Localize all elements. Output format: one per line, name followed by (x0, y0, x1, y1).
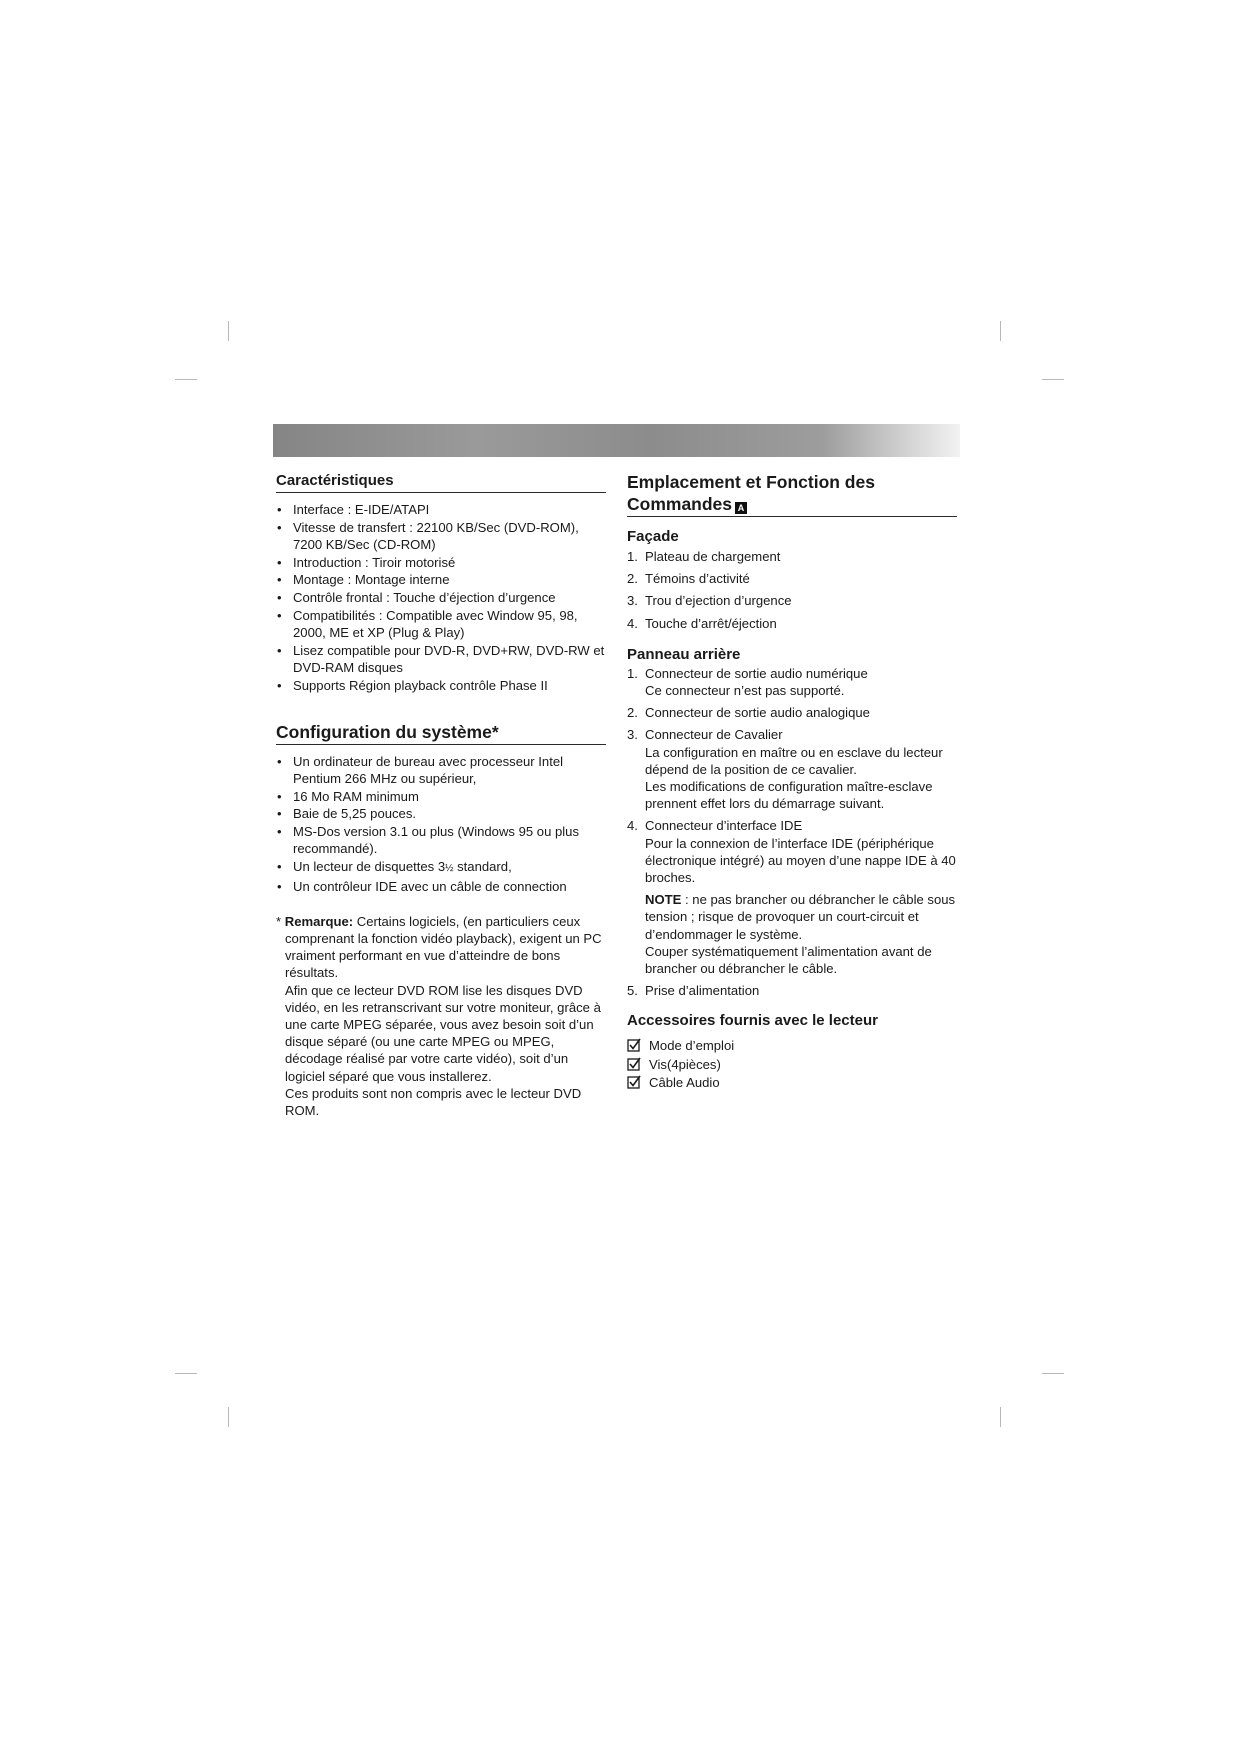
item-text: Trou d’ejection d’urgence (645, 593, 792, 609)
list-item: • Un ordinateur de bureau avec processeur Intel Pentium 266 MHz ou supérieur, (276, 753, 606, 787)
section-title-panneau: Panneau arrière (627, 645, 741, 663)
item-text: Connecteur de sortie audio analogique (645, 705, 870, 721)
item-number: 1. (627, 665, 638, 681)
item-text: Vis(4pièces) (649, 1056, 721, 1072)
title-line: Emplacement et Fonction des (627, 472, 875, 492)
list-item (627, 726, 957, 812)
crop-mark (175, 1373, 197, 1374)
list-item: • Baie de 5,25 pouces. (276, 805, 606, 822)
item-detail: Ce connecteur n’est pas supporté. (645, 683, 845, 699)
section-title-accessoires: Accessoires fournis avec le lecteur (627, 1012, 878, 1030)
item-number: 1. (627, 549, 638, 564)
item-number: 3. (627, 593, 638, 609)
title-line: Commandes (627, 494, 733, 514)
list-item: • Montage : Montage interne (276, 571, 606, 588)
list-item: • MS-Dos version 3.1 ou plus (Windows 95 ou plus recommandé). (276, 823, 606, 857)
list-item: • Lisez compatible pour DVD-R, DVD+RW, DVD-RW et DVD-RAM disques (276, 642, 606, 676)
floppy-suffix: standard, (453, 858, 512, 874)
facade-list (627, 548, 957, 632)
list-item (627, 615, 957, 632)
item-text: Touche d’arrêt/éjection (645, 615, 777, 631)
remark-paragraph (276, 913, 606, 982)
item-text: Témoins d’activité (645, 571, 750, 587)
crop-mark (1042, 1373, 1064, 1374)
remark-paragraph: Ces produits sont non compris avec le lecteur DVD ROM. (285, 1085, 582, 1119)
list-item (627, 704, 957, 721)
list-item (627, 1037, 957, 1054)
note-text: : ne pas brancher ou débrancher le câble sous tension ; risque de provoquer un court-circuit et d’endommager le système. (645, 892, 956, 942)
list-item: • Vitesse de transfert : 22100 KB/Sec (DVD-ROM), 7200 KB/Sec (CD-ROM) (276, 519, 606, 553)
item-number: 2. (627, 571, 638, 587)
list-item: • Interface : E-IDE/ATAPI (276, 501, 606, 518)
list-item (627, 982, 957, 999)
crop-mark (1000, 1407, 1001, 1427)
crop-mark (228, 1407, 229, 1427)
remark-text: Certains logiciels, (en particuliers ceux comprenant la fonction vidéo playback), exigent un PC vraiment performant en vue d’atteindre de bons résultats. (285, 913, 602, 981)
list-item (276, 858, 606, 877)
item-detail: Les modifications de configuration maître-esclave prennent effet lors du démarrage suivant. (645, 779, 933, 812)
crop-mark (175, 379, 197, 380)
checkbox-checked-icon (627, 1038, 641, 1052)
list-item (627, 665, 957, 699)
list-item: • Introduction : Tiroir motorisé (276, 554, 606, 571)
crop-mark (1042, 379, 1064, 380)
remark-paragraph: Afin que ce lecteur DVD ROM lise les disques DVD vidéo, en les retranscrivant sur votre moniteur, grâce à une carte MPEG séparée, vous avez besoin soit d’un disque séparé (ou une carte MPEG ou MPEG, décodage réalisé par votre carte vidéo), soit d’un logiciel séparé que vous installerez. (285, 982, 601, 1084)
left-column (276, 471, 606, 1119)
item-number: 5. (627, 983, 638, 999)
remark-star: * (276, 913, 285, 929)
floppy-text: Un lecteur de disquettes 3 (293, 858, 446, 874)
list-item: • 16 Mo RAM minimum (276, 788, 606, 805)
list-item: • Supports Région playback contrôle Phase II (276, 677, 606, 694)
checkbox-checked-icon (627, 1075, 641, 1089)
note-text: Couper systématiquement l’alimentation avant de brancher ou débrancher le câble. (645, 943, 932, 977)
item-number: 4. (627, 615, 638, 631)
list-item: • Un contrôleur IDE avec un câble de connection (276, 878, 606, 895)
remark-label: Remarque: (284, 913, 354, 929)
item-text: Prise d’alimentation (645, 983, 760, 999)
list-item (627, 1056, 957, 1073)
crop-mark (228, 321, 229, 341)
list-item (627, 570, 957, 587)
item-text: Connecteur d’interface IDE (645, 818, 803, 834)
crop-mark (1000, 321, 1001, 341)
configuration-list (276, 753, 606, 895)
checkbox-checked-icon (627, 1057, 641, 1071)
right-column (627, 471, 957, 1092)
list-item (627, 817, 957, 977)
item-number: 4. (627, 818, 638, 834)
accessoires-list (627, 1037, 957, 1091)
list-item: • Contrôle frontal : Touche d’éjection d’urgence (276, 589, 606, 606)
section-title-caracteristiques: Caractéristiques (276, 471, 606, 493)
note-block (645, 891, 957, 977)
list-item (627, 1074, 957, 1091)
section-title-configuration: Configuration du système* (276, 721, 606, 745)
section-title-facade: Façade (627, 528, 679, 545)
floppy-fraction: ½ (445, 862, 454, 874)
item-text: Connecteur de Cavalier (645, 727, 783, 743)
item-detail: La configuration en maître ou en esclave du lecteur dépend de la position de ce cavalier. (645, 744, 943, 777)
list-item (627, 548, 957, 565)
item-text: Câble Audio (649, 1074, 720, 1090)
caracteristiques-list (276, 501, 606, 694)
item-number: 2. (627, 705, 638, 721)
item-number: 3. (627, 727, 638, 743)
header-band (273, 424, 960, 457)
item-detail: Pour la connexion de l’interface IDE (périphérique électronique intégré) au moyen d’une nappe IDE à 40 broches. (645, 835, 956, 886)
list-item: • Compatibilités : Compatible avec Window 95, 98, 2000, ME et XP (Plug & Play) (276, 607, 606, 641)
item-text: Plateau de chargement (645, 549, 781, 564)
remark-block (276, 913, 606, 1119)
item-text: Mode d’emploi (649, 1038, 735, 1054)
section-title-emplacement (627, 471, 957, 517)
list-item (627, 592, 957, 609)
figure-badge-icon: A (735, 502, 747, 514)
item-text: Connecteur de sortie audio numérique (645, 665, 868, 681)
note-label: NOTE (645, 892, 682, 908)
panneau-list (627, 665, 957, 1000)
